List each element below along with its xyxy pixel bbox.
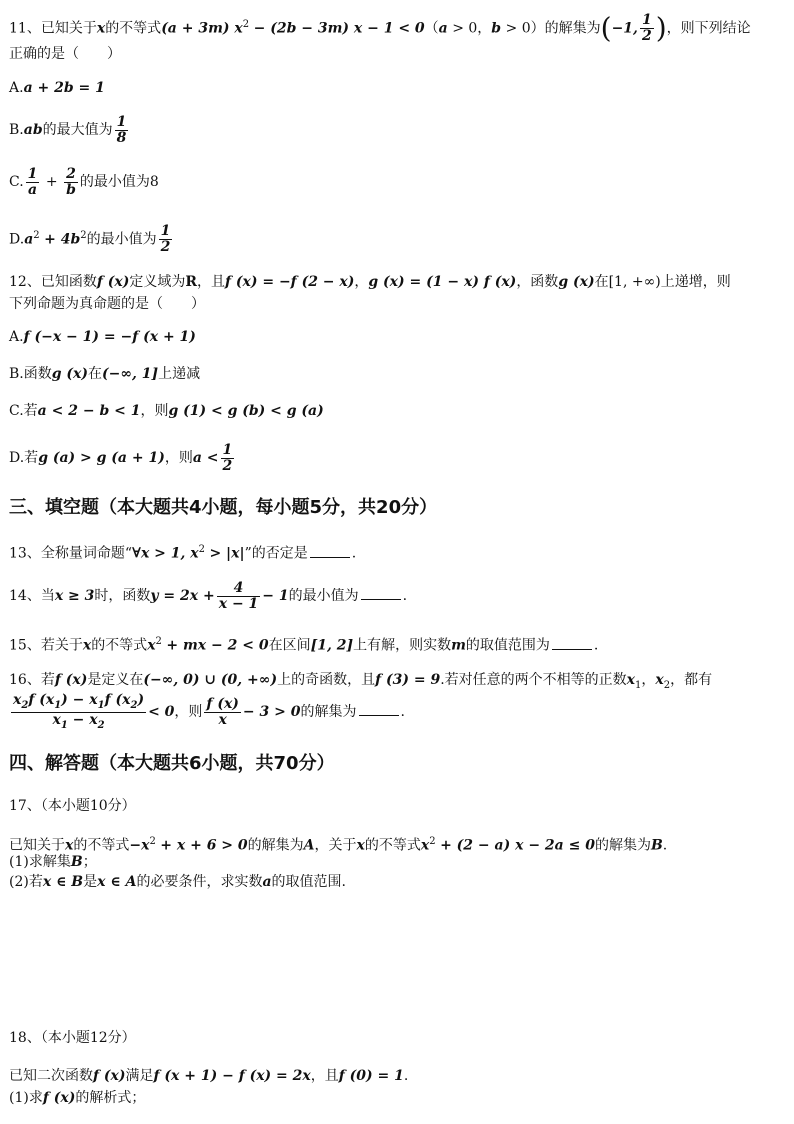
- q17-header: 17、（本小题10分）: [9, 798, 136, 814]
- q12-option-b: B.函数g (x)在(−∞, 1]上递减: [9, 366, 201, 382]
- section-3-heading: 三、填空题（本大题共4小题，每小题5分，共20分）: [9, 497, 438, 518]
- answer-blank[interactable]: [361, 589, 401, 600]
- q12-option-a: A.f (−x − 1) = −f (x + 1): [9, 329, 196, 345]
- q12-stem: 12、已知函数f (x)定义域为R，且f (x) = −f (2 − x)，g (x) = (1 − x) f (x)，函数g (x)在[1, +∞)上递增，则: [9, 274, 731, 290]
- q11-option-b: B.ab的最大值为 $\frac{1}{8}$: [9, 113, 127, 146]
- q17-part-1: (1)求解集B；: [9, 854, 97, 870]
- q11-stem: 11、已知关于x的不等式(a + 3m) $x^2 - (2b - 3m) x - 1 < 0(a > 0$，b > 0）的解集为(−1, $\frac{1}{2}$ )，则下列结论: [9, 11, 751, 45]
- section-4-heading: 四、解答题（本大题共6小题，共70分）: [9, 753, 335, 774]
- q14: 14、当x ≥ 3时，函数y = 2x + $\frac{4}{x - 1}$ − 1的最小值为 .: [9, 579, 408, 612]
- q11-option-a: A.a + 2b = 1: [9, 80, 105, 96]
- q16-line-1: 16、若f (x)是定义在(−∞, 0) ∪ (0, +∞)上的奇函数，且f (3) = 9.若对任意的两个不相等的正数$x_1$，$x_2$，都有: [9, 672, 713, 691]
- answer-blank[interactable]: [359, 705, 399, 716]
- q13: 13、全称量词命题“∀x > 1, $x^2 > |x|$”的否定是 .: [9, 544, 357, 562]
- q17-part-2: (2)若x ∈ B是x ∈ A的必要条件，求实数a的取值范围.: [9, 874, 346, 890]
- q11-option-d: $D.a^2 + 4b^2$的最小值为 $\frac{1}{2}$: [9, 223, 171, 256]
- q18-line-1: 已知二次函数f (x)满足f (x + 1) − f (x) = 2x，且f (0) = 1.: [9, 1068, 409, 1084]
- q11-stem-2: 正确的是（ ）: [9, 46, 121, 62]
- q12-option-c: C.若a < 2 − b < 1，则g (1) < g (b) < g (a): [9, 403, 324, 419]
- answer-blank[interactable]: [552, 639, 592, 650]
- q15: 15、若关于x的不等式$x^2$ + mx − 2 < 0在区间[1, 2]上有解，则实数m的取值范围为 .: [9, 636, 599, 654]
- answer-blank[interactable]: [310, 547, 350, 558]
- q17-line-1: 已知关于x的不等式$-x^2 + x + 6 > 0$的解集为A，关于x的不等式$x^2 + (2 - a) x - 2a \le 0$的解集为B.: [9, 836, 668, 854]
- q11-option-c: C. $\frac{1}{a}$ + $\frac{2}{b}$ 的最小值为8: [9, 165, 159, 198]
- q12-stem-2: 下列命题为真命题的是（ ）: [9, 296, 205, 312]
- q18-part-1: (1)求f (x)的解析式；: [9, 1090, 146, 1106]
- q12-option-d: D.若g (a) > g (a + 1)，则a < $\frac{1}{2}$: [9, 441, 233, 474]
- q18-header: 18、（本小题12分）: [9, 1030, 136, 1046]
- q16-line-2: $\frac{x_2f (x_1) - x_1f (x_2)}{x_1 - x_2}$ < 0，则 $\frac{f (x)}{x}$ − 3 > 0的解集为 .: [13, 692, 405, 731]
